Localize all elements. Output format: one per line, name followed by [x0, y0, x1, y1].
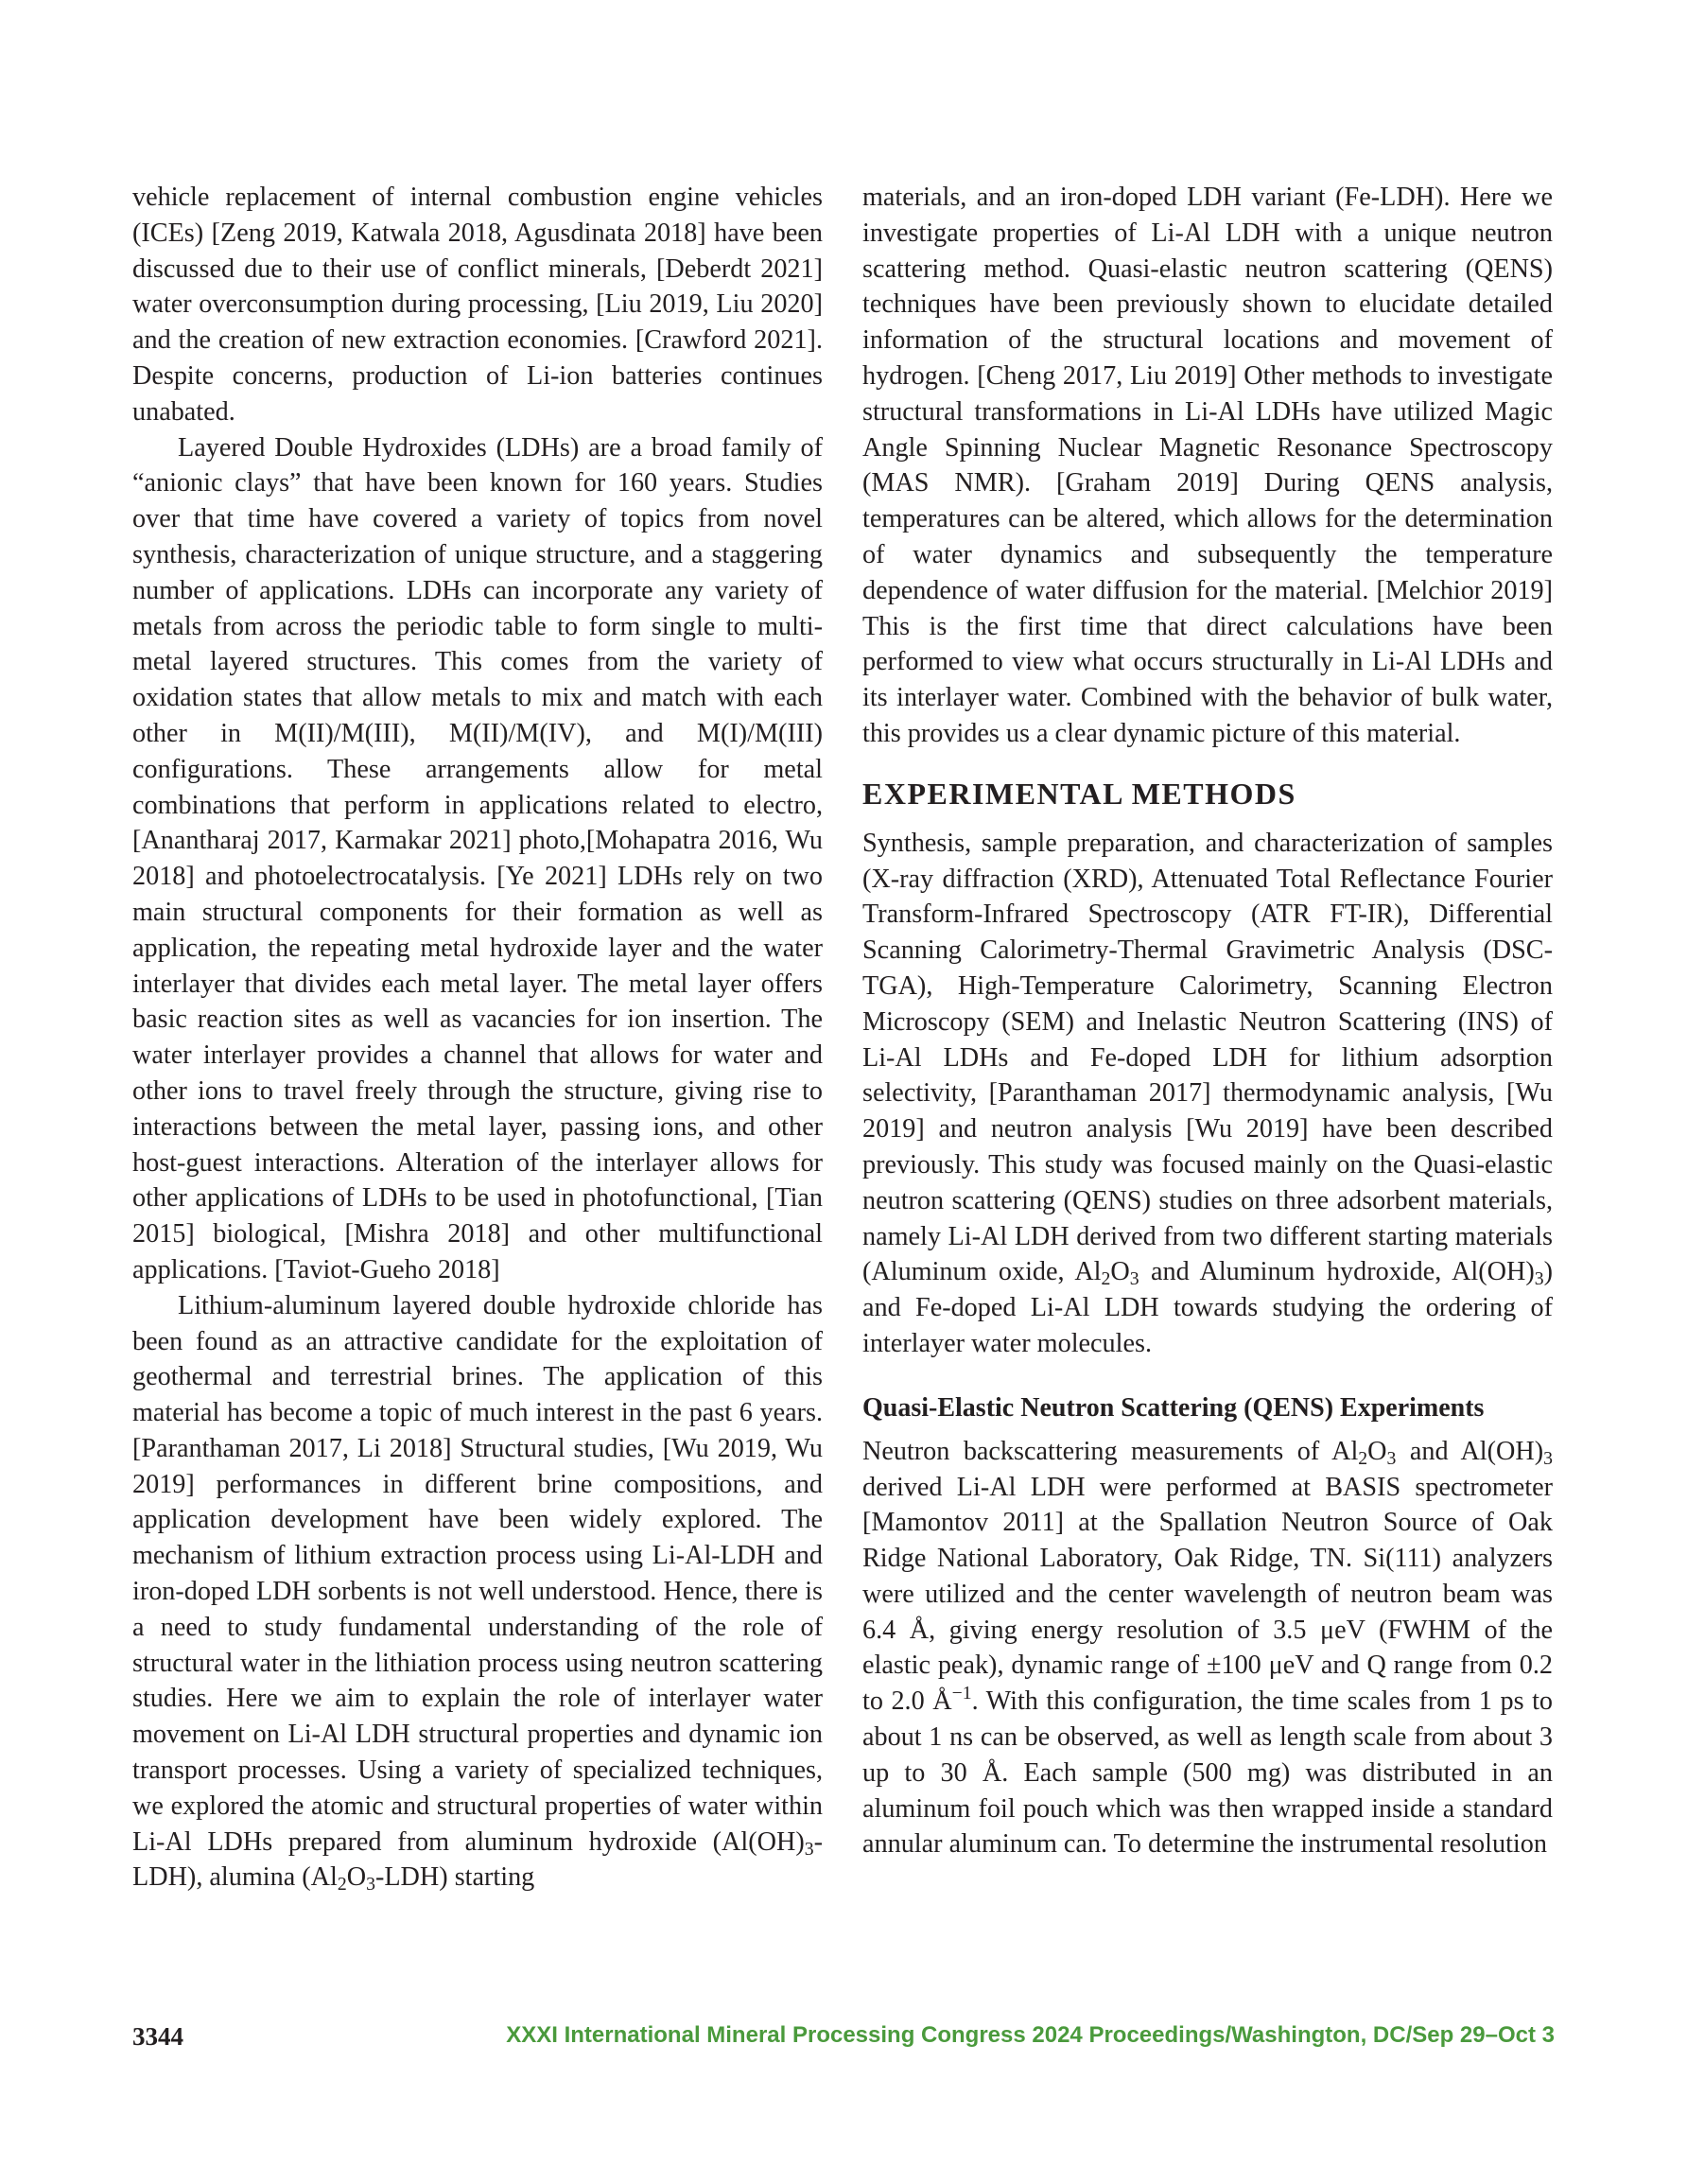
left-column [132, 180, 823, 1896]
paragraph-ldh-overview: Layered Double Hydroxides (LDHs) are a broad family of “anionic clays” that have been known for 160 years. Studies over that time have covered a variety of topics from novel synthesis, characterization of unique structure, and a staggering number of applications. LDHs can incorporate any variety of metals from across the periodic table to form single to multi-metal layered structures. This comes from the variety of oxidation states that allow metals to mix and match with each other in M(II)/M(III), M(II)/M(IV), and M(I)/M(III) configurations. These arrangements allow for metal combinations that perform in applications related to electro, [Anantharaj 2017, Karmakar 2021] photo,[Mohapatra 2016, Wu 2018] and photoelectrocatalysis. [Ye 2021] LDHs rely on two main structural components for their formation as well as application, the repeating metal hydroxide layer and the water interlayer that divides each metal layer. The metal layer offers basic reaction sites as well as vacancies for ion insertion. The water interlayer provides a channel that allows for water and other ions to travel freely through the structure, giving rise to interactions between the metal layer, passing ions, and other host-guest interactions. Alteration of the interlayer allows for other applications of LDHs to be used in photofunctional, [Tian 2015] biological, [Mishra 2018] and other multifunctional applications. [Taviot-Gueho 2018] [132, 432, 823, 1284]
paragraph-ice-context: vehicle replacement of internal combustion engine vehicles (ICEs) [Zeng 2019, Katwala 2018, Agusdinata 2018] have been discussed due to their use of conflict minerals, [Deberdt 2021] water overconsumption during processing, [Liu 2019, Liu 2020] and the creation of new extraction economies. [Crawford 2021]. Despite concerns, production of Li-ion batteries continues unabated. [132, 183, 823, 427]
paragraph-qens-intro: materials, and an iron-doped LDH variant (Fe-LDH). Here we investigate properties of Li-Al LDH with a unique neutron scattering method. Quasi-elastic neutron scattering (QENS) techniques have been previously shown to elucidate detailed information of the structural locations and movement of hydrogen. [Cheng 2017, Liu 2019] Other methods to investigate structural transformations in Li-Al LDHs have utilized Magic Angle Spinning Nuclear Magnetic Resonance Spectroscopy (MAS NMR). [Graham 2019] During QENS analysis, temperatures can be altered, which allows for the determination of water dynamics and subsequently the temperature dependence of water diffusion for the material. [Melchior 2019] This is the first time that direct calculations have been performed to view what occurs structurally in Li-Al LDHs and its interlayer water. Combined with the behavior of bulk water, this provides us a clear dynamic picture of this material. [862, 183, 1553, 748]
right-column [862, 180, 1553, 1862]
paragraph-methods: Synthesis, sample preparation, and characterization of samples (X-ray diffraction (XRD), Attenuated Total Reflectance Fourier Transform-Infrared Spectroscopy (ATR FT-IR), Differential Scanning Calorimetry-Thermal Gravimetric Analysis (DSC-TGA), High-Temperature Calorimetry, Scanning Electron Microscopy (SEM) and Inelastic Neutron Scattering (INS) of Li-Al LDHs and Fe-doped LDH for lithium adsorption selectivity, [Paranthaman 2017] thermodynamic analysis, [Wu 2019] and neutron analysis [Wu 2019] have been described previously. This study was focused mainly on the Quasi-elastic neutron scattering (QENS) studies on three adsorbent materials, namely Li-Al LDH derived from two different starting materials (Aluminum oxide, $Al_2O_3$ and Aluminum hydroxide, $Al(OH)_3$) and Fe-doped Li-Al LDH towards studying the ordering of interlayer water molecules. [862, 828, 1554, 1358]
section-heading-experimental-methods: EXPERIMENTAL METHODS [862, 776, 1296, 811]
page-number: 3344 [132, 2022, 183, 2051]
page-footer [132, 2022, 1555, 2060]
footer-proceedings-title: XXXI International Mineral Processing Congress 2024 Proceedings/Washington, DC/Sep 29–Oct 3 [506, 2022, 1555, 2048]
paragraph-qens-experiments: Neutron backscattering measurements of $Al_2O_3$ and $Al(OH)_3$ derived Li-Al LDH were performed at BASIS spectrometer [Mamontov 2011] at the Spallation Neutron Source of Oak Ridge National Laboratory, Oak Ridge, TN. Si(111) analyzers were utilized and the center wavelength of neutron beam was 6.4 Å, giving energy resolution of 3.5 μeV (FWHM of the elastic peak), dynamic range of ±100 μeV and Q range from 0.2 to 2.0 $Å^{-1}$. With this configuration, the time scales from 1 ps to about 1 ns can be observed, as well as length scale from about 3 up to 30 Å. Each sample (500 mg) was distributed in an aluminum foil pouch which was then wrapped inside a standard annular aluminum can. To determine the instrumental resolution [862, 1436, 1553, 1860]
paragraph-li-al-ldh: Lithium-aluminum layered double hydroxide chloride has been found as an attractive candidate for the exploitation of geothermal and terrestrial brines. The application of this material has become a topic of much interest in the past 6 years. [Paranthaman 2017, Li 2018] Structural studies, [Wu 2019, Wu 2019] performances in different brine compositions, and application development have been widely explored. The mechanism of lithium extraction process using Li-Al-LDH and iron-doped LDH sorbents is not well understood. Hence, there is a need to study fundamental understanding of the role of structural water in the lithiation process using neutron scattering studies. Here we aim to explain the role of interlayer water movement on Li-Al LDH structural properties and dynamic ion transport processes. Using a variety of specialized techniques, we explored the atomic and structural properties of water within Li-Al LDHs prepared from aluminum hydroxide $(Al(OH)_3-LDH)$, alumina $(Al_2O_3-LDH)$ starting [132, 1290, 823, 1896]
subsection-heading-qens: Quasi-Elastic Neutron Scattering (QENS) Experiments [862, 1392, 1485, 1423]
